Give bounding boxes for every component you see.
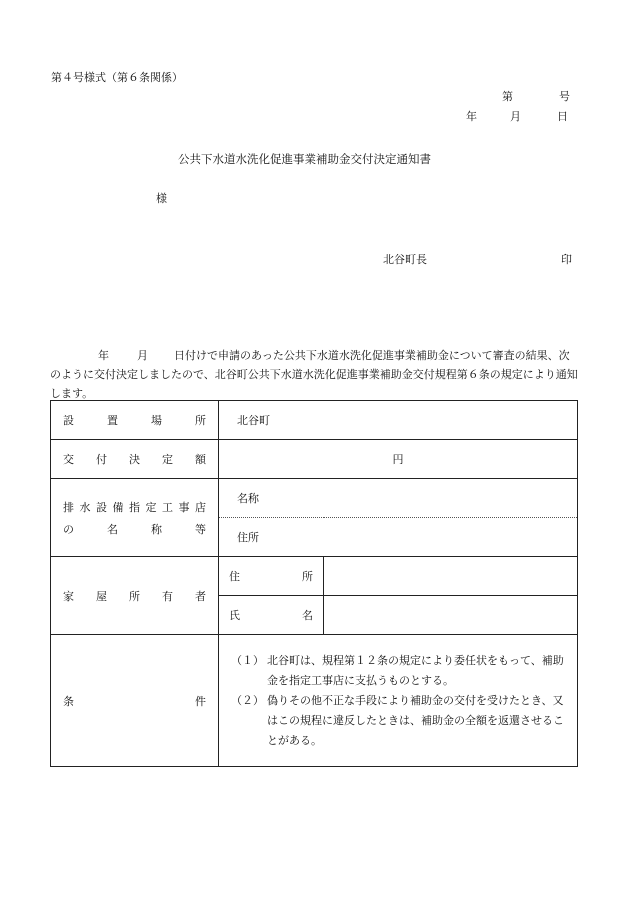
label-char: 有 [162,589,173,603]
body-year: 年 [98,349,109,362]
document-number [502,88,570,104]
label-char: 設 [96,500,107,514]
body-month: 月 [137,349,148,362]
location-label [51,401,219,440]
owner-address-label [219,557,324,596]
label-char: 工 [162,500,173,514]
label-char: 備 [112,500,124,514]
contractor-name-field: 名称 [219,479,578,518]
label-char: 称 [151,522,162,536]
condition-number: （１） [231,653,264,667]
label-char: 定 [162,453,173,466]
label-char: 排 [63,500,74,514]
table-row-owner [51,557,578,596]
label-char: 所 [302,570,313,583]
table-row-contractor [51,479,578,518]
decision-table [50,400,578,767]
table-row-location [51,401,578,440]
label-char: 氏 [229,609,240,622]
label-char: 水 [79,500,91,514]
date-day: 日 [557,110,568,123]
number-prefix: 第 [502,90,513,103]
label-char: 所 [195,414,206,427]
label-char: 家 [63,589,74,603]
amount-value [219,440,578,479]
label-char: 店 [195,500,206,514]
document-title: 公共下水道水洗化促進事業補助金交付決定通知書 [178,152,431,166]
conditions-label [51,635,219,767]
condition-text: 偽りその他不正な手段により補助金の交付を受けたとき、又はこの規程に違反したときは、補助金の全額を返還させることがある。 [267,693,564,747]
contractor-address-field: 住所 [219,518,578,557]
label-char: 場 [151,414,162,427]
amount-label [51,440,219,479]
condition-item [231,651,567,691]
seal-mark: 印 [561,253,572,266]
label-char: 決 [129,453,140,466]
label-char: 住 [229,570,240,583]
label-char: 額 [195,453,206,466]
location-value: 北谷町 [219,401,578,440]
label-char: 所 [129,589,140,603]
label-char: 付 [96,453,107,466]
owner-address-value [324,557,578,596]
label-char: 事 [178,500,190,514]
date-year: 年 [466,110,477,123]
number-suffix: 号 [559,90,570,103]
label-char: 名 [302,609,313,622]
condition-number: （２） [231,693,264,707]
label-char: の [63,522,74,536]
conditions-list [219,635,578,767]
condition-text: 北谷町は、規程第１２条の規定により委任状をもって、補助金を指定工事店に支払うものとする。 [267,653,564,687]
label-char: 名 [107,522,118,536]
date-month: 月 [510,110,521,123]
table-row-amount [51,440,578,479]
document-date [466,108,568,124]
label-char: 者 [195,589,206,603]
label-char: 交 [63,453,74,466]
label-char: 等 [195,522,206,536]
form-number: 第４号様式（第６条関係） [51,71,183,84]
owner-label [51,557,219,635]
addressee-suffix: 様 [156,192,167,205]
label-char: 定 [145,500,157,514]
label-char: 設 [63,414,74,427]
issuer-name: 北谷町長 [383,253,427,266]
notice-body [50,346,580,403]
label-char: 屋 [96,589,107,603]
body-text: 日付けで申請のあった公共下水道水洗化促進事業補助金について審査の結果、次のように交付決定しましたので、北谷町公共下水道水洗化促進事業補助金交付規程第６条の規定により通知します。 [50,349,578,400]
amount-unit: 円 [392,453,404,466]
owner-name-label [219,596,324,635]
label-char: 置 [107,414,118,427]
label-char: 指 [129,500,140,514]
owner-name-value [324,596,578,635]
label-char: 条 [63,694,74,708]
table-row-conditions [51,635,578,767]
label-char: 件 [195,694,206,708]
condition-item [231,691,567,751]
contractor-label [51,479,219,557]
